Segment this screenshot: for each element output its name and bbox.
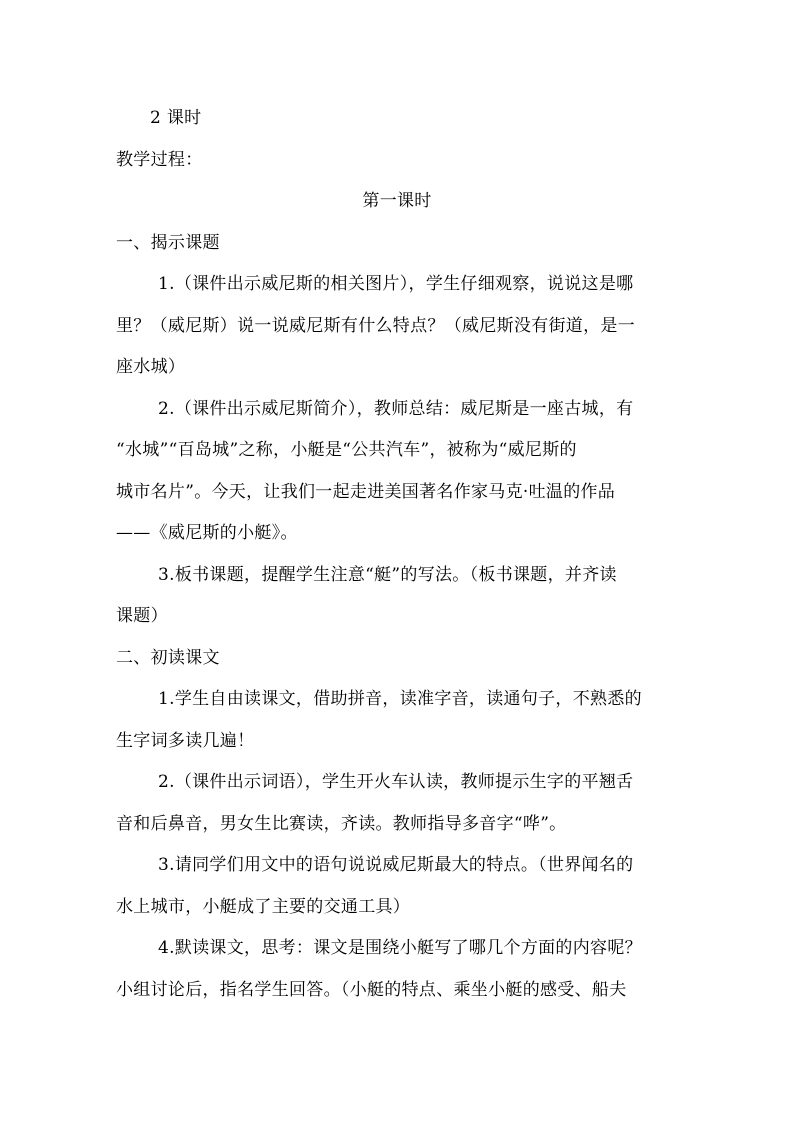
paragraph-line: 座水城） — [116, 357, 186, 377]
paragraph-line: 水上城市，小艇成了主要的交通工具） — [116, 897, 411, 917]
paragraph-line: 3.请同学们用文中的语句说说威尼斯最大的特点。（世界闻名的 — [158, 855, 634, 875]
paragraph-line: 小组讨论后，指名学生回答。（小艇的特点、乘坐小艇的感受、船夫 — [116, 980, 627, 1000]
paragraph-line: 里？（威尼斯）说一说威尼斯有什么特点？（威尼斯没有街道，是一 — [116, 316, 635, 336]
paragraph-line: ——《威尼斯的小艇》。 — [116, 523, 298, 543]
paragraph-line: 1.学生自由读课文，借助拼音，读准字音，读通句子，不熟悉的 — [158, 689, 642, 709]
paragraph-line: 生字词多读几遍！ — [116, 731, 255, 751]
paragraph-line: 1.（课件出示威尼斯的相关图片），学生仔细观察，说说这是哪 — [158, 274, 634, 294]
paragraph-line: 2.（课件出示威尼斯简介），教师总结：威尼斯是一座古城，有 — [158, 399, 634, 419]
section-heading-1: 一、揭示课题 — [116, 233, 220, 253]
paragraph-line: 城市名片”。今天，让我们一起走进美国著名作家马克·吐温的作品 — [116, 482, 616, 502]
paragraph-line: 课题） — [116, 606, 168, 626]
first-lesson-title: 第一课时 — [362, 191, 432, 211]
lesson-hours: 2 课时 — [150, 108, 202, 128]
paragraph-line: 音和后鼻音，男女生比赛读，齐读。教师指导多音字“哗”。 — [116, 814, 567, 834]
paragraph-line: 3.板书课题，提醒学生注意“艇”的写法。（板书课题，并齐读 — [158, 565, 617, 585]
section-heading-2: 二、初读课文 — [116, 648, 220, 668]
paragraph-line: 4.默读课文，思考：课文是围绕小艇写了哪几个方面的内容呢？ — [158, 938, 642, 958]
paragraph-line: “水城”“百岛城”之称，小艇是“公共汽车”，被称为“威尼斯的 — [116, 440, 577, 460]
teaching-process-heading: 教学过程： — [116, 150, 203, 170]
paragraph-line: 2.（课件出示词语），学生开火车认读，教师提示生字的平翘舌 — [158, 772, 634, 792]
